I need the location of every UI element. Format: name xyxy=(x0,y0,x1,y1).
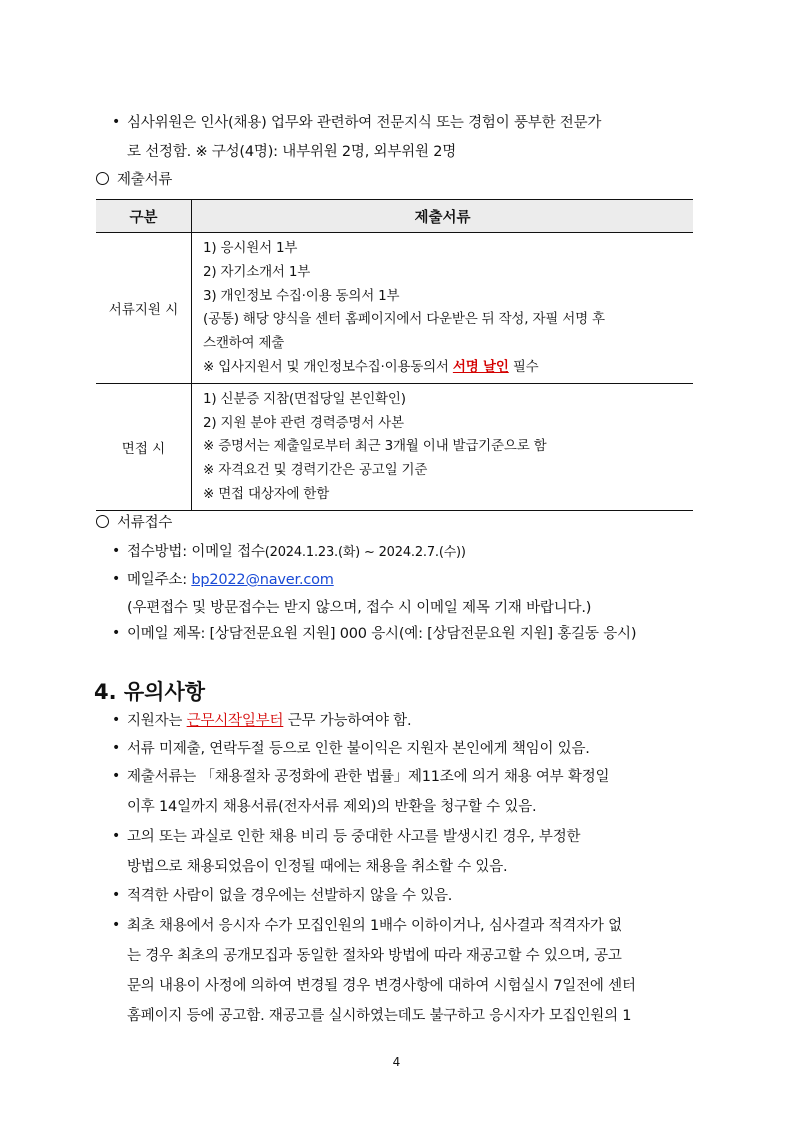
doc-line: ※ 자격요건 및 경력기간은 공고일 기준 xyxy=(203,462,428,479)
notes-heading: 4. 유의사항 xyxy=(94,680,206,704)
intro-line-2: 로 선정함. ※ 구성(4명): 내부위원 2명, 외부위원 2명 xyxy=(127,144,457,160)
doc-line: 1) 신분증 지참(면접당일 본인확인) xyxy=(203,390,406,407)
circle-bullet-icon xyxy=(96,515,109,528)
bullet-dot: • xyxy=(112,768,121,784)
intro-line-1: 심사위원은 인사(채용) 업무와 관련하여 전문지식 또는 경험이 풍부한 전문가 xyxy=(127,115,602,131)
note-item-6-line-4: 홈페이지 등에 공고함. 재공고를 실시하였는데도 불구하고 응시자가 모집인원의 1 xyxy=(127,1008,632,1024)
bullet-dot: • xyxy=(112,887,121,903)
bullet-dot: • xyxy=(112,917,121,933)
note1-suffix: 근무 가능하여야 함. xyxy=(283,713,412,729)
table-row xyxy=(96,383,693,510)
reception-email-note: (우편접수 및 방문접수는 받지 않으며, 접수 시 이메일 제목 기재 바랍니다.) xyxy=(127,600,592,616)
bullet-dot: • xyxy=(112,712,121,728)
method-period: (2024.1.23.(화) ~ 2024.2.7.(수)) xyxy=(264,545,466,560)
row-content-document xyxy=(192,233,694,384)
note-item-4-line-2: 방법으로 채용되었음이 인정될 때에는 채용을 취소할 수 있음. xyxy=(127,859,508,875)
note-item-6-line-1: 최초 채용에서 응시자 수가 모집인원의 1배수 이하이거나, 심사결과 적격자가 없 xyxy=(127,918,622,934)
doc-note xyxy=(203,356,686,380)
reception-email xyxy=(127,568,334,589)
doc-line: 2) 지원 분야 관련 경력증명서 사본 xyxy=(203,414,404,431)
start-date-highlight: 근무시작일부터 xyxy=(186,713,284,729)
note-item-2: 서류 미제출, 연락두절 등으로 인한 불이익은 지원자 본인에게 책임이 있음. xyxy=(127,741,590,757)
note-item-3-line-2: 이후 14일까지 채용서류(전자서류 제외)의 반환을 청구할 수 있음. xyxy=(127,799,537,815)
doc-line: ※ 증명서는 제출일로부터 최근 3개월 이내 발급기준으로 함 xyxy=(203,438,547,455)
row-label-document: 서류지원 시 xyxy=(96,233,192,384)
bullet-dot: • xyxy=(112,828,121,844)
docs-section-title: 제출서류 xyxy=(117,172,173,188)
table-header-docs: 제출서류 xyxy=(192,200,694,233)
signature-highlight: 서명 날인 xyxy=(452,358,509,375)
bullet-dot: • xyxy=(112,571,121,587)
bullet-dot: • xyxy=(112,114,121,130)
submission-docs-table xyxy=(96,199,693,511)
reception-method xyxy=(127,540,466,561)
email-label: 메일주소: xyxy=(127,572,192,588)
note-item-4-line-1: 고의 또는 과실로 인한 채용 비리 등 중대한 사고를 발생시킨 경우, 부정한 xyxy=(127,829,581,845)
doc-line: 3) 개인정보 수집·이용 동의서 1부 xyxy=(203,287,400,304)
table-header-category: 구분 xyxy=(96,200,192,233)
method-label: 접수방법: 이메일 접수 xyxy=(127,544,265,560)
page-number: 4 xyxy=(392,1055,401,1069)
note-item-5: 적격한 사람이 없을 경우에는 선발하지 않을 수 있음. xyxy=(127,888,453,904)
doc-line: 2) 자기소개서 1부 xyxy=(203,263,311,280)
note-item-1 xyxy=(127,709,411,730)
doc-line: 1) 응시원서 1부 xyxy=(203,240,298,256)
reception-title: 서류접수 xyxy=(117,515,173,531)
bullet-dot: • xyxy=(112,625,121,641)
bullet-dot: • xyxy=(112,543,121,559)
circle-bullet-icon xyxy=(96,172,109,185)
note-item-3-line-1: 제출서류는 「채용절차 공정화에 관한 법률」제11조에 의거 채용 여부 확정일 xyxy=(127,769,610,785)
reception-subject: 이메일 제목: [상담전문요원 지원] 000 응시(예: [상담전문요원 지원] 홍길동 응시) xyxy=(127,626,637,642)
doc-line: ※ 면접 대상자에 한함 xyxy=(203,485,330,502)
row-label-interview: 면접 시 xyxy=(96,383,192,510)
row-content-interview xyxy=(192,383,694,510)
note-item-6-line-3: 문의 내용이 사정에 의하여 변경될 경우 변경사항에 대하여 시험실시 7일전에 센터 xyxy=(127,978,636,994)
email-link[interactable]: bp2022@naver.com xyxy=(191,572,334,588)
note-suffix: 필수 xyxy=(508,358,539,375)
bullet-dot: • xyxy=(112,740,121,756)
doc-line: (공통) 해당 양식을 센터 홈페이지에서 다운받은 뒤 작성, 자필 서명 후 xyxy=(203,311,605,328)
note-item-6-line-2: 는 경우 최초의 공개모집과 동일한 절차와 방법에 따라 재공고할 수 있으며, 공고 xyxy=(127,948,622,964)
note1-prefix: 지원자는 xyxy=(127,713,187,729)
doc-line: 스캔하여 제출 xyxy=(203,335,285,352)
note-prefix: ※ 입사지원서 및 개인정보수집·이용동의서 xyxy=(203,358,453,375)
table-row xyxy=(96,233,693,384)
